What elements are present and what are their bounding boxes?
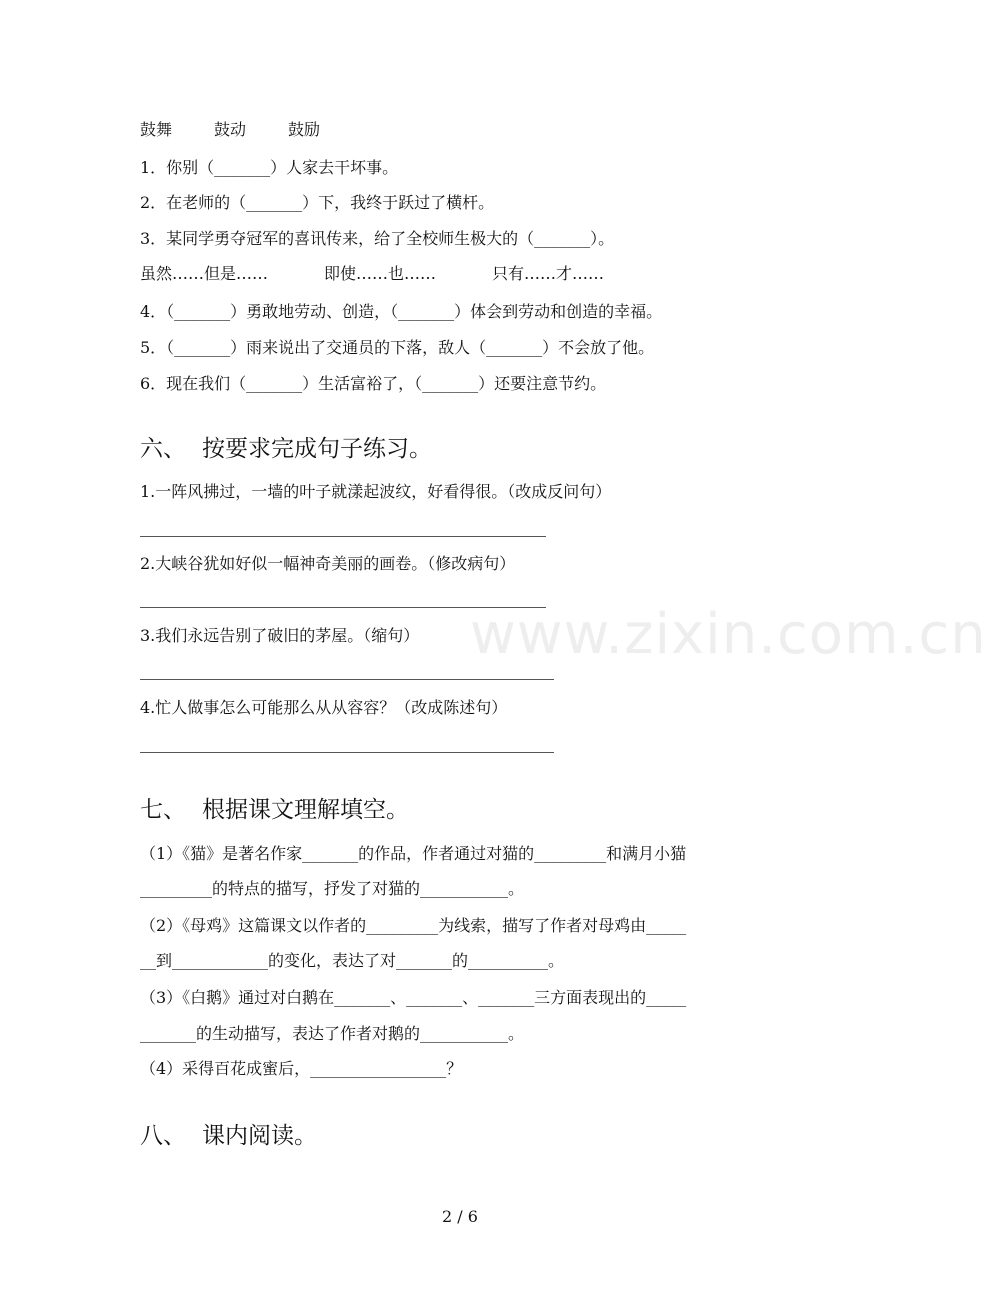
fill-question-3: 3．某同学勇夺冠军的喜讯传来，给了全校师生极大的（_______）。 xyxy=(140,229,615,248)
watermark: www.zixin.com.cn xyxy=(470,602,987,667)
word-bank-item: 只有……才…… xyxy=(492,264,605,283)
fill-question-1: 1．你别（_______）人家去干坏事。 xyxy=(140,158,399,177)
word-bank-item: 鼓动 xyxy=(214,120,247,139)
text-fill-line: _______的生动描写，表达了作者对鹅的___________。 xyxy=(140,1024,525,1043)
section-title: 课内阅读。 xyxy=(202,1123,317,1149)
word-bank-item: 鼓舞 xyxy=(140,120,173,139)
section-6-heading xyxy=(140,434,432,464)
text-fill-line: __到____________的变化，表达了对_______的__________。 xyxy=(140,951,565,970)
sentence-exercise-3: 3.我们永远告别了破旧的茅屋。（缩句） xyxy=(140,626,420,645)
sentence-exercise-2: 2.大峡谷犹如好似一幅神奇美丽的画卷。（修改病句） xyxy=(140,554,516,573)
answer-line xyxy=(140,752,554,753)
page-number: 2 / 6 xyxy=(442,1207,478,1226)
answer-line xyxy=(140,679,554,680)
fill-question-6: 6．现在我们（_______）生活富裕了，（_______）还要注意节约。 xyxy=(140,374,607,393)
word-bank-item: 鼓励 xyxy=(288,120,321,139)
section-number: 七、 xyxy=(140,797,186,823)
text-fill-line: （3）《白鹅》通过对白鹅在_______、_______、_______三方面表现出的_____ xyxy=(140,988,687,1007)
word-bank-1 xyxy=(140,119,320,141)
word-bank-item: 虽然……但是…… xyxy=(140,264,269,283)
text-fill-line: （2）《母鸡》这篇课文以作者的_________为线索，描写了作者对母鸡由_____ xyxy=(140,916,687,935)
section-title: 按要求完成句子练习。 xyxy=(202,436,432,462)
section-number: 六、 xyxy=(140,436,186,462)
text-fill-line: _________的特点的描写，抒发了对猫的___________。 xyxy=(140,879,525,898)
fill-question-4: 4．（_______）勇敢地劳动、创造，（_______）体会到劳动和创造的幸福。 xyxy=(140,302,663,321)
section-number: 八、 xyxy=(140,1123,186,1149)
sentence-exercise-4: 4.忙人做事怎么可能那么从从容容？（改成陈述句） xyxy=(140,698,508,717)
fill-question-5: 5．（_______）雨来说出了交通员的下落，敌人（_______）不会放了他。 xyxy=(140,338,655,357)
word-bank-item: 即使……也…… xyxy=(324,264,437,283)
section-7-heading xyxy=(140,795,409,825)
fill-question-2: 2．在老师的（_______）下，我终于跃过了横杆。 xyxy=(140,193,495,212)
sentence-exercise-1: 1.一阵风拂过，一墙的叶子就漾起波纹，好看得很。（改成反问句） xyxy=(140,482,612,501)
section-title: 根据课文理解填空。 xyxy=(202,797,409,823)
text-fill-line: （1）《猫》是著名作家_______的作品，作者通过对猫的_________和满月小猫 xyxy=(140,844,687,863)
section-8-heading xyxy=(140,1121,317,1151)
text-fill-line: （4）采得百花成蜜后，_________________？ xyxy=(140,1059,463,1078)
answer-line xyxy=(140,536,546,537)
word-bank-2 xyxy=(140,263,604,285)
